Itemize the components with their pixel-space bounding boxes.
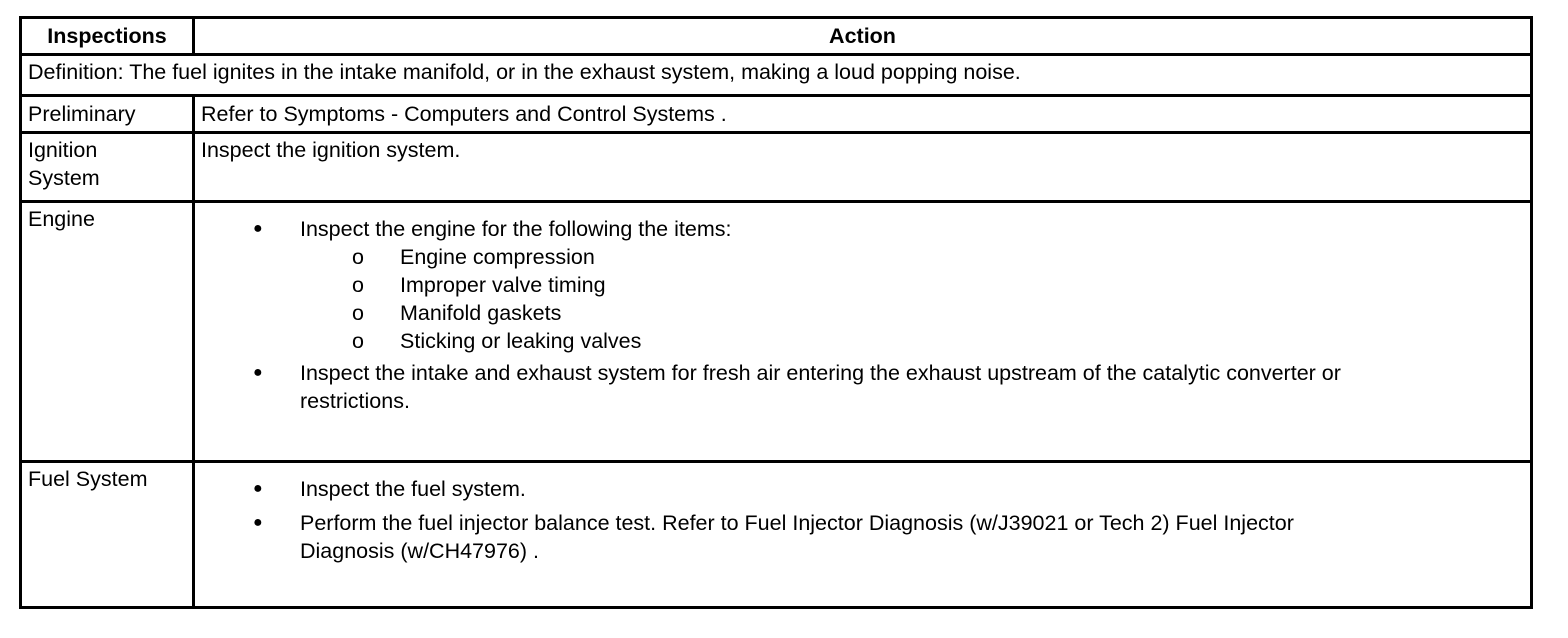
action-text: Refer to Symptoms - Computers and Control Systems . [194,96,1532,133]
bullet-marker: ● [253,220,263,237]
table-row-ignition [21,133,1532,202]
list-item-text: Inspect the intake and exhaust system for fresh air entering the exhaust upstream of the catalytic converter or [300,361,1341,385]
list-item-text: Perform the fuel injector balance test. Refer to Fuel Injector Diagnosis (w/J39021 or Tech 2) Fuel Injector [300,511,1294,535]
table-row-engine [21,202,1532,462]
list-item-text: Diagnosis (w/CH47976) . [300,539,539,563]
header-inspections: Inspections [21,18,194,55]
sub-bullet-marker: o [352,329,364,353]
sub-list-item [300,271,1524,299]
table-row-fuel-system [21,462,1532,608]
action-cell [194,202,1532,462]
action-text: Inspect the ignition system. [194,133,1532,202]
sub-list-item [300,243,1524,271]
list-item [201,359,1524,415]
list-item-text: restrictions. [300,389,410,413]
sub-item-text: Engine compression [400,245,595,269]
list-item [201,215,1524,355]
bullet-list [201,475,1524,565]
bullet-marker: ● [253,364,263,381]
sub-bullet-marker: o [352,301,364,325]
list-item-text: Inspect the fuel system. [300,477,526,501]
header-action: Action [194,18,1532,55]
sub-item-text: Improper valve timing [400,273,606,297]
inspection-label: Engine [21,202,194,462]
list-item [201,509,1524,565]
label-line: Ignition [28,138,98,162]
sub-bullet-marker: o [352,245,364,269]
bullet-marker: ● [253,480,263,497]
definition-text: Definition: The fuel ignites in the intake manifold, or in the exhaust system, making a loud popping noise. [21,55,1532,96]
inspection-label: Preliminary [21,96,194,133]
action-cell [194,462,1532,608]
diagnostic-table [19,16,1533,609]
list-item [201,475,1524,503]
bullet-list [201,215,1524,415]
sub-list [300,243,1524,355]
sub-list-item [300,327,1524,355]
table-row-preliminary [21,96,1532,133]
list-item-text: Inspect the engine for the following the items: [300,217,732,241]
header-row [21,18,1532,55]
sub-item-text: Sticking or leaking valves [400,329,642,353]
bullet-marker: ● [253,514,263,531]
label-line: System [28,166,100,190]
sub-item-text: Manifold gaskets [400,301,562,325]
definition-row [21,55,1532,96]
sub-list-item [300,299,1524,327]
inspection-label: Fuel System [21,462,194,608]
inspection-label [21,133,194,202]
sub-bullet-marker: o [352,273,364,297]
